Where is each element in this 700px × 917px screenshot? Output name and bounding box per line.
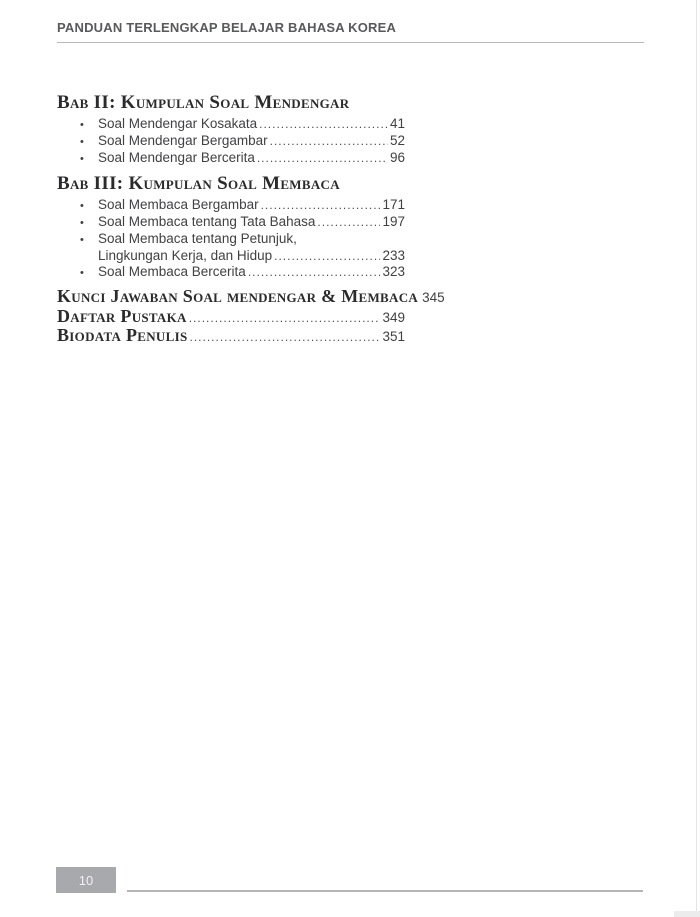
footer-rule: [127, 890, 643, 892]
toc-entry-label: Soal Mendengar Bercerita: [98, 150, 255, 165]
toc-entry-label: Soal Membaca Bergambar: [98, 197, 259, 212]
dot-leader: [189, 310, 381, 327]
page-number: 10: [78, 872, 94, 888]
dot-leader: [274, 248, 380, 264]
toc-entry-label: Daftar Pustaka: [57, 305, 187, 326]
toc-entry-page: 323: [382, 264, 405, 279]
toc-section-bab-2: [57, 93, 405, 167]
toc-entry: [57, 264, 405, 281]
dot-leader: [270, 133, 388, 149]
dot-leader: [261, 197, 381, 213]
dot-leader: [190, 329, 381, 346]
toc-entry-page: 349: [382, 309, 405, 325]
toc-entry: [57, 214, 405, 231]
toc-entry-label: Soal Membaca Bercerita: [98, 264, 246, 279]
toc-entry: [57, 116, 405, 133]
toc-section-heading: Bab II: Kumpulan Soal Mendengar: [57, 92, 350, 113]
toc-entry-page: 345: [422, 290, 445, 305]
dot-leader: [248, 264, 381, 280]
toc-entry-page: 351: [382, 329, 405, 344]
toc-section-heading: Bab III: Kumpulan Soal Membaca: [57, 173, 340, 194]
bullet-icon: •: [80, 153, 84, 165]
toc-entry: [57, 133, 405, 150]
dot-leader: [317, 214, 380, 230]
toc-entry-label: Soal Membaca tentang Tata Bahasa: [98, 214, 316, 229]
toc-entry-page: 41: [389, 116, 405, 131]
page-edge-line: [696, 0, 697, 917]
bullet-icon: •: [80, 119, 84, 131]
dot-leader: [259, 116, 388, 132]
toc-entry-label: Soal Mendengar Kosakata: [98, 116, 258, 131]
bullet-icon: •: [80, 200, 84, 212]
toc-entry-continuation: [57, 248, 405, 264]
bullet-icon: •: [80, 267, 84, 279]
toc-entry-biodata-penulis: [57, 327, 405, 346]
bullet-icon: •: [80, 217, 84, 229]
toc-entry-page: 233: [382, 248, 405, 263]
toc-entry-page: 197: [382, 214, 405, 229]
bullet-icon: •: [80, 234, 84, 246]
toc-entry-page: 52: [389, 133, 405, 148]
toc-entry: [57, 197, 405, 214]
toc-entry-label: Biodata Penulis: [57, 325, 188, 345]
bullet-icon: •: [80, 136, 84, 148]
toc-section-bab-3: [57, 174, 405, 281]
page-header: [57, 20, 644, 43]
toc-back-matter: [57, 286, 445, 346]
toc-entry-label: Kunci Jawaban Soal mendengar & Membaca: [57, 286, 419, 306]
toc-entry-page: 96: [389, 150, 405, 165]
running-head-title: PANDUAN TERLENGKAP BELAJAR BAHASA KOREA: [57, 20, 397, 35]
toc-entry-page: 171: [382, 197, 405, 212]
table-of-contents: [57, 92, 445, 346]
toc-entry-label-line2: Lingkungan Kerja, dan Hidup: [98, 248, 273, 263]
page-number-badge: [56, 867, 116, 893]
toc-entry-kunci-jawaban: [57, 286, 445, 307]
toc-entry-label: Soal Mendengar Bergambar: [98, 133, 268, 148]
toc-entry: [57, 231, 405, 248]
toc-entry: [57, 150, 405, 167]
dot-leader: [257, 150, 388, 166]
header-rule: [57, 42, 644, 43]
scrollbar-fragment: [674, 911, 700, 917]
toc-entry-daftar-pustaka: [57, 305, 405, 327]
toc-entry-label-line1: Soal Membaca tentang Petunjuk,: [98, 231, 297, 246]
